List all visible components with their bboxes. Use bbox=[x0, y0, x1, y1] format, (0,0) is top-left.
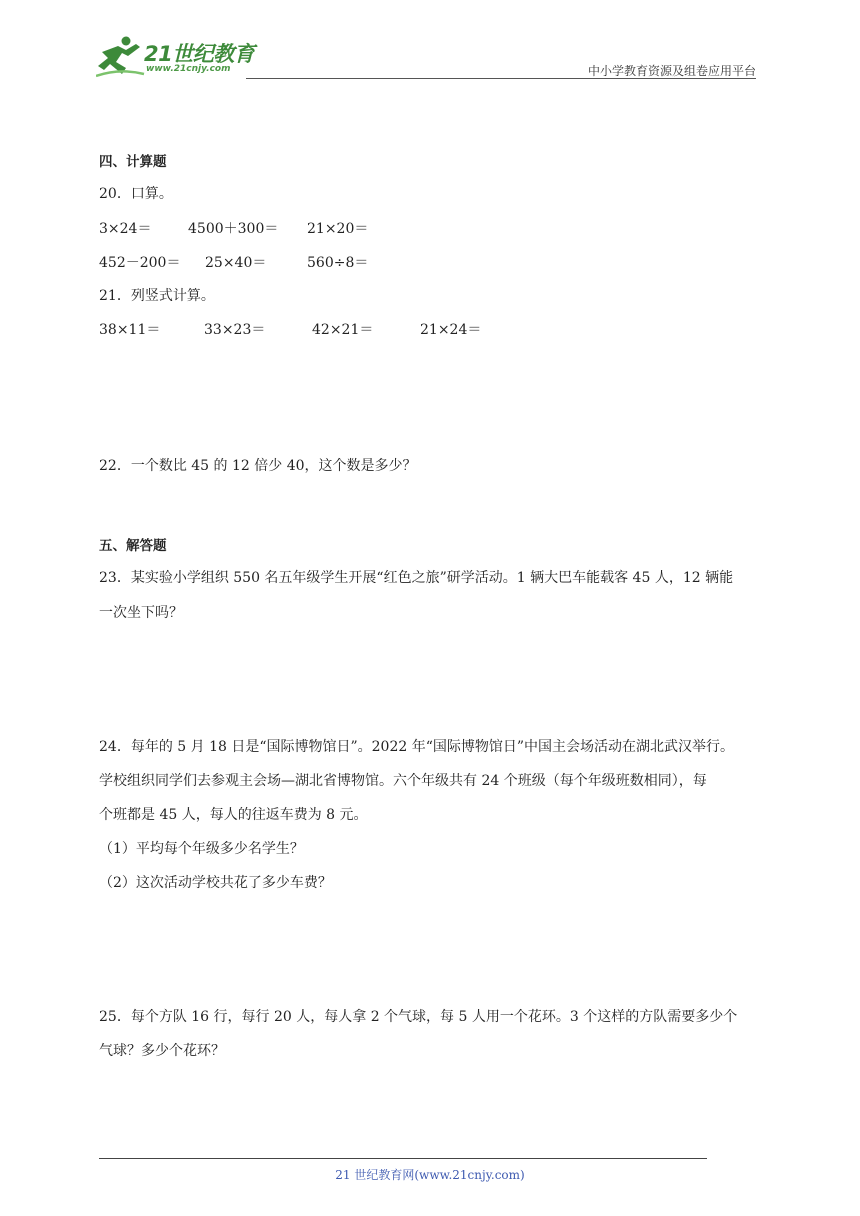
footer-link[interactable]: 21 世纪教育网(www.21cnjy.com) bbox=[335, 1168, 525, 1182]
q23-line2: 一次坐下吗？ bbox=[99, 605, 183, 621]
header-divider bbox=[246, 78, 756, 79]
q21-expr: 42×21＝ bbox=[312, 322, 374, 338]
q24-line3: 个班都是 45 人，每人的往返车费为 8 元。 bbox=[99, 807, 368, 823]
q21-expr: 21×24＝ bbox=[420, 322, 482, 338]
q20-title: 20．口算。 bbox=[99, 186, 173, 202]
q22-text: 22．一个数比 45 的 12 倍少 40，这个数是多少？ bbox=[99, 458, 417, 474]
q20-expr: 452－200＝ bbox=[99, 255, 181, 271]
q20-expr: 21×20＝ bbox=[307, 221, 369, 237]
section-calc-title: 四、计算题 bbox=[99, 154, 167, 170]
runner-logo-icon bbox=[96, 34, 146, 78]
q20-expr: 25×40＝ bbox=[205, 255, 267, 271]
section-answer-title: 五、解答题 bbox=[99, 538, 167, 554]
q20-expr: 560÷8＝ bbox=[307, 255, 369, 271]
q20-expr: 4500＋300＝ bbox=[188, 221, 279, 237]
logo-text: 21世纪教育 bbox=[144, 42, 255, 66]
logo[interactable] bbox=[96, 32, 266, 80]
platform-title: 中小学教育资源及组卷应用平台 bbox=[587, 64, 756, 78]
q21-expr: 33×23＝ bbox=[204, 322, 266, 338]
q25-line2: 气球？多少个花环？ bbox=[99, 1043, 225, 1059]
footer-divider bbox=[99, 1158, 707, 1159]
q24-line2: 学校组织同学们去参观主会场—湖北省博物馆。六个年级共有 24 个班级（每个年级班数相同），每 bbox=[99, 773, 707, 789]
q24-line1: 24．每年的 5 月 18 日是“国际博物馆日”。2022 年“国际博物馆日”中国主会场活动在湖北武汉举行。 bbox=[99, 739, 735, 755]
logo-url: www.21cnjy.com bbox=[146, 64, 231, 74]
q21-expr: 38×11＝ bbox=[99, 322, 161, 338]
q25-line1: 25．每个方队 16 行，每行 20 人，每人拿 2 个气球，每 5 人用一个花环。3 个这样的方队需要多少个 bbox=[99, 1009, 738, 1025]
q23-line1: 23．某实验小学组织 550 名五年级学生开展“红色之旅”研学活动。1 辆大巴车能载客 45 人，12 辆能 bbox=[99, 570, 734, 586]
q24-sub1: （1）平均每个年级多少名学生？ bbox=[99, 841, 304, 857]
q21-title: 21．列竖式计算。 bbox=[99, 288, 215, 304]
q20-expr: 3×24＝ bbox=[99, 221, 152, 237]
q24-sub2: （2）这次活动学校共花了多少车费？ bbox=[99, 875, 332, 891]
page-header bbox=[96, 32, 756, 80]
